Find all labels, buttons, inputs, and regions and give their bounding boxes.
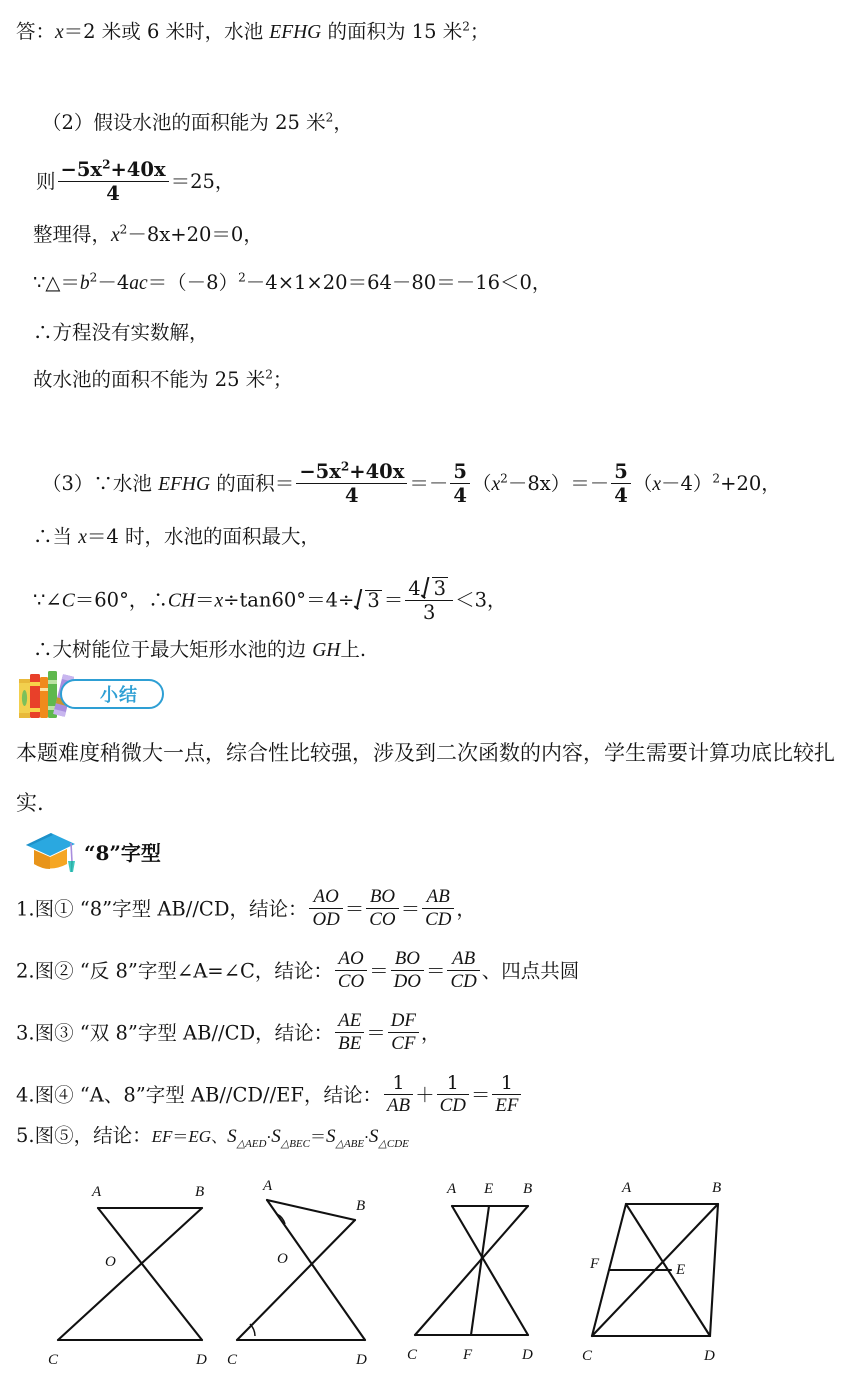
radical-tick [354, 591, 363, 609]
part3-eq1: ＝－ [409, 472, 449, 496]
item1-f2-den: CO [369, 909, 396, 931]
p3-paren2-sup: 2 [712, 471, 721, 486]
part2-conclusion-line [33, 367, 293, 391]
item2-frac-1 [335, 949, 367, 993]
part3-ch-line [33, 578, 507, 624]
ch-fraction [405, 577, 453, 623]
list-item-5 [16, 1126, 409, 1150]
item5-s1: S [227, 1126, 237, 1147]
fig1-label-C: C [48, 1352, 59, 1368]
conclusion-end: ； [272, 368, 293, 391]
p3f1-num-sup: 2 [340, 459, 350, 474]
part3-eq2: ＝－ [570, 472, 610, 496]
item4-f2-num: 1 [437, 1073, 469, 1095]
item5-ef: EF [151, 1127, 173, 1146]
item5-s4-sub: △CDE [378, 1137, 409, 1150]
ch-frac-coef: 4 [408, 577, 421, 600]
final-gh: GH [312, 640, 341, 661]
item4-f3-den: EF [495, 1095, 519, 1117]
part3-fraction-1 [296, 461, 407, 506]
fig1-label-A: A [92, 1184, 102, 1200]
item5-index: 5. [16, 1124, 35, 1147]
part2-equation-line [36, 157, 235, 206]
disc-b-sup: 2 [89, 270, 98, 285]
ch-a: ∵∠ [33, 588, 62, 612]
tidy-prefix: 整理得， [33, 223, 112, 246]
item5-s1-sub: △AED [236, 1137, 267, 1150]
p3-paren1-sup: 2 [500, 471, 508, 486]
disc-b: b [79, 273, 90, 294]
part2-superscript: 2 [325, 110, 334, 125]
tidy-variable: x [111, 225, 120, 246]
item3-op-1: ＝ [366, 1021, 386, 1045]
sqrt-3-icon [354, 590, 383, 611]
radical-tick-2 [421, 579, 430, 598]
p3f1-num-base: −5x [299, 460, 341, 483]
item2-frac-3 [447, 949, 479, 993]
item4-f1-num: 1 [384, 1073, 413, 1095]
part3-final-line [33, 640, 366, 661]
figure-4-a-eight-shape [570, 1168, 780, 1383]
p3-paren2-x: x [652, 474, 661, 496]
disc-c: －4 [97, 271, 130, 294]
item2-frac-2 [391, 949, 424, 993]
part2-label: （2）假设水池的面积能为 25 米 [42, 111, 326, 134]
p3f1-numerator [296, 461, 407, 484]
fig2-label-O: O [277, 1251, 288, 1267]
answer-text-a: ＝2 米或 6 米时，水池 [63, 20, 270, 43]
item4-frac-1 [384, 1073, 413, 1117]
max-line-a: ∴当 [33, 525, 79, 548]
ch-ch: CH [167, 590, 195, 612]
fig4-label-D: D [704, 1348, 715, 1364]
item1-f1-den: OD [312, 909, 340, 931]
figure-3-double-eight-shape [395, 1168, 585, 1383]
fig4-label-F: F [590, 1256, 600, 1272]
p3-paren2-open: （ [632, 472, 653, 496]
item5-sep: 、 [211, 1127, 228, 1146]
item2-tail: 、四点共圆 [481, 959, 580, 983]
part2-num-sup: 2 [102, 157, 111, 172]
item2-f2-den: DO [393, 971, 421, 993]
part3-max-line [33, 527, 320, 548]
answer-prefix: 答： [16, 20, 56, 43]
fig3-label-C: C [407, 1347, 418, 1363]
ch-frac-denominator: 3 [422, 601, 436, 625]
answer-text-b: 的面积为 15 米 [321, 20, 463, 43]
item1-frac-3 [422, 887, 454, 931]
fig4-label-E: E [676, 1262, 686, 1278]
item4-text: 图④ “A、8”字型 AB//CD//EF，结论： [34, 1083, 382, 1107]
conclusion-sup: 2 [265, 367, 273, 382]
item3-text: 图③ “双 8”字型 AB//CD，结论： [34, 1021, 334, 1045]
conclusion-a: 故水池的面积不能为 25 米 [33, 368, 266, 391]
item5-dot-1: · [266, 1128, 272, 1146]
item1-f2-num: BO [366, 887, 398, 909]
part2-eq-rhs: ＝25， [170, 170, 235, 194]
fig1-label-D: D [196, 1352, 207, 1368]
item2-op-1: ＝ [369, 959, 389, 983]
item5-eg: EG [188, 1127, 212, 1146]
answer-figure-label: EFHG [269, 22, 322, 43]
disc-e: －4×1×20＝64－80＝－16＜0， [245, 271, 552, 294]
item1-frac-1 [309, 887, 342, 931]
part3-lead: （3）∵水池 [42, 472, 159, 496]
figure-2-reverse-eight-shape [215, 1168, 415, 1383]
item5-s3-sub: △ABE [335, 1137, 365, 1150]
part2-fraction-numerator [58, 159, 169, 182]
item2-text: 图② “反 8”字型∠A=∠C，结论： [34, 959, 333, 983]
part2-tidy-line [33, 222, 263, 246]
section-heading [22, 828, 161, 874]
tidy-rest: －8x+20＝0， [127, 223, 263, 246]
item4-index: 4. [16, 1083, 35, 1107]
item4-f3-num: 1 [492, 1073, 521, 1095]
part2-fraction-denominator: 4 [106, 182, 120, 206]
fig2-label-C: C [227, 1352, 238, 1368]
item4-op-2: ＝ [470, 1083, 491, 1107]
item1-f1-num: AO [309, 887, 342, 909]
item4-f1-den: AB [386, 1095, 411, 1117]
fig3-label-E: E [484, 1181, 494, 1197]
item5-text: 图⑤，结论： [34, 1124, 152, 1147]
part2-label-line [42, 110, 353, 134]
item1-op-2: ＝ [400, 897, 421, 921]
ch-e: ＝ [194, 588, 215, 612]
item1-f3-num: AB [422, 887, 454, 909]
summary-badge-pill [60, 679, 164, 709]
item3-f1-num: AE [335, 1011, 364, 1033]
p3f2-numerator: 5 [450, 461, 470, 484]
list-item-3 [16, 1012, 441, 1056]
disc-d-sup: 2 [238, 270, 246, 285]
item2-f1-num: AO [335, 949, 367, 971]
summary-badge-label: 小结 [100, 685, 138, 706]
item3-index: 3. [16, 1021, 35, 1045]
fig4-label-C: C [582, 1348, 593, 1364]
fig3-label-D: D [522, 1347, 533, 1363]
summary-badge [16, 668, 164, 720]
ch-d: ∴ [148, 588, 168, 612]
fig1-label-B: B [195, 1184, 205, 1200]
p3-paren1-x: x [491, 474, 501, 496]
answer-line [16, 19, 490, 43]
radical-content: 3 [367, 588, 380, 612]
item1-f3-den: CD [425, 909, 452, 931]
item1-op-1: ＝ [344, 897, 365, 921]
item5-s3: S [326, 1126, 336, 1147]
item1-text: 图① “8”字型 AB//CD，结论： [34, 897, 308, 921]
fig3-label-A: A [447, 1181, 457, 1197]
list-item-2 [16, 950, 579, 994]
part2-num-base: −5x [60, 158, 103, 181]
fig2-angle-arc-C [250, 1324, 255, 1336]
p3f1-denominator: 4 [345, 484, 359, 508]
fig4-label-A: A [622, 1180, 632, 1196]
p3f3-denominator: 4 [614, 484, 628, 508]
ch-h: ＝ [383, 588, 404, 612]
item5-s2: S [271, 1126, 281, 1147]
disc-a: ∵△＝ [33, 271, 80, 294]
item4-f2-den: CD [439, 1095, 466, 1117]
sqrt-3-icon-2 [421, 577, 450, 599]
answer-variable: x [55, 22, 64, 43]
item5-s4: S [368, 1126, 379, 1147]
part2-discriminant-line [33, 270, 552, 294]
fig3-label-B: B [523, 1181, 533, 1197]
summary-text-line-2: 实. [16, 791, 44, 815]
disc-ac: ac [129, 273, 148, 294]
tidy-superscript: 2 [119, 222, 128, 237]
p3f2-denominator: 4 [453, 484, 467, 508]
item2-f2-num: BO [391, 949, 424, 971]
fig2-label-A: A [263, 1178, 273, 1194]
list-item-4 [16, 1074, 523, 1118]
graduation-cap-icon [22, 828, 78, 874]
part3-fraction-2 [450, 461, 470, 506]
item3-f2-num: DF [388, 1011, 419, 1033]
fig4-label-B: B [712, 1180, 722, 1196]
item2-index: 2. [16, 959, 35, 983]
item3-f1-den: BE [338, 1033, 362, 1055]
p3-paren2-close: －4） [661, 472, 713, 496]
item2-f1-den: CO [337, 971, 365, 993]
item3-frac-1 [335, 1011, 364, 1055]
ch-b: ＝60°， [74, 588, 149, 612]
ch-i: ＜3， [455, 588, 507, 612]
p3f3-numerator: 5 [611, 461, 631, 484]
final-b: 上. [340, 638, 367, 661]
item3-tail: ， [420, 1021, 441, 1045]
summary-text-line-1: 本题难度稍微大一点，综合性比较强，涉及到二次函数的内容，学生需要计算功底比较扎 [16, 741, 835, 765]
answer-superscript: 2 [462, 19, 470, 34]
item3-f2-den: CF [391, 1033, 416, 1055]
list-item-1 [16, 888, 476, 932]
part3-fraction-3 [611, 461, 631, 506]
section-title: “8”字型 [84, 840, 161, 865]
ch-g: ＝4÷ [306, 588, 355, 612]
part2-noroot-line: ∴方程没有实数解， [33, 321, 209, 344]
p3-paren1-open: （ [471, 472, 492, 496]
item1-frac-2 [366, 887, 398, 931]
item2-f3-den: CD [450, 971, 477, 993]
p3-paren2-end: +20， [720, 472, 781, 496]
radical-content-2: 3 [433, 577, 447, 600]
item3-frac-2 [388, 1011, 419, 1055]
item2-f3-num: AB [447, 949, 479, 971]
ch-x: x [214, 590, 224, 612]
max-variable: x [78, 527, 87, 548]
fig2-label-D: D [356, 1352, 367, 1368]
fig3-label-F: F [463, 1347, 473, 1363]
part3-lead2: 的面积＝ [210, 472, 295, 496]
part2-num-tail: +40x [110, 158, 166, 181]
fig1-label-O: O [105, 1254, 116, 1270]
ch-f: ÷tan60° [223, 588, 307, 612]
item4-frac-3 [492, 1073, 521, 1117]
item2-op-2: ＝ [425, 959, 446, 983]
part3-main-line [42, 459, 781, 508]
answer-end: ； [469, 20, 490, 43]
part2-label-end: ， [333, 111, 353, 134]
item4-frac-2 [437, 1073, 469, 1117]
figures-row [0, 1168, 842, 1383]
item1-tail: ， [456, 897, 476, 921]
item5-s2-sub: △BEC [280, 1137, 310, 1150]
p3f1-num-tail: +40x [349, 460, 405, 483]
p3-paren1-close: －8x） [507, 472, 571, 496]
item4-op-1: ＋ [415, 1083, 435, 1107]
fig2-label-B: B [356, 1198, 366, 1214]
final-a: ∴大树能位于最大矩形水池的边 [33, 638, 313, 661]
item1-index: 1. [16, 897, 35, 921]
item5-dot-2: · [364, 1128, 369, 1146]
disc-d: ＝（－8） [147, 271, 239, 294]
max-line-b: ＝4 时，水池的面积最大， [86, 525, 320, 548]
ch-c: C [61, 590, 75, 612]
part2-fraction [58, 159, 169, 204]
part3-figure-label: EFHG [158, 474, 211, 496]
part2-eq-prefix: 则 [36, 170, 56, 194]
ch-frac-numerator [405, 577, 453, 601]
item5-eq: ＝ [172, 1127, 189, 1146]
item5-eq-2: ＝ [309, 1127, 326, 1146]
